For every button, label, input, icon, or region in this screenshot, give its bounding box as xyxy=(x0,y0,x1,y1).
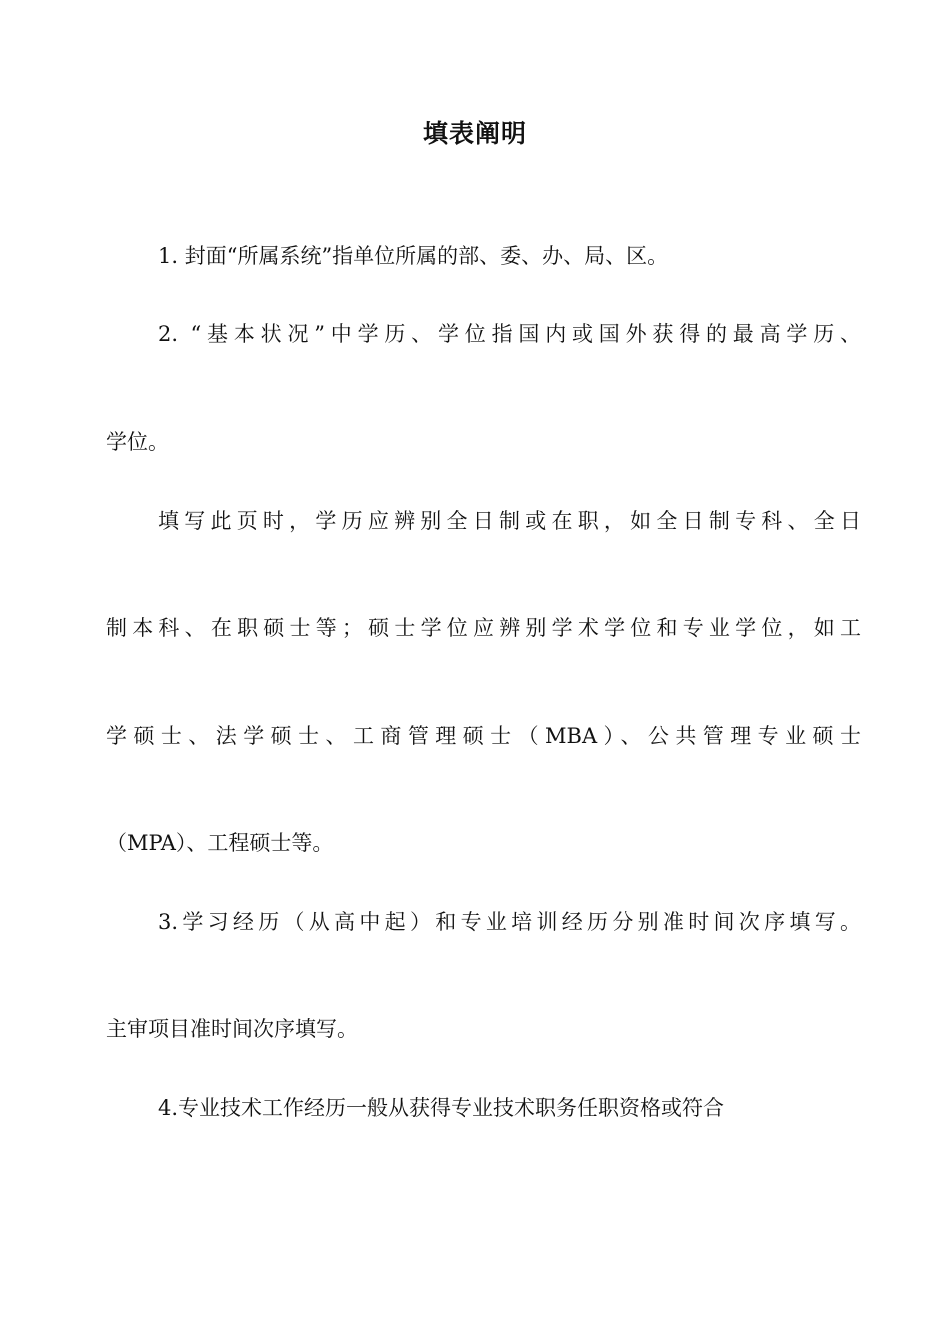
paragraph-line-8: 3.学习经历（从高中起）和专业培训经历分别准时间次序填写。 xyxy=(158,910,861,934)
paragraph-line-10: 4.专业技术工作经历一般从获得专业技术职务任职资格或符合 xyxy=(158,1096,725,1120)
paragraph-line-6: 学硕士、法学硕士、工商管理硕士（MBA）、公共管理专业硕士 xyxy=(106,724,861,748)
document-title: 填表阐明 xyxy=(422,119,527,148)
paragraph-line-2: 2. “基本状况”中学历、学位指国内或国外获得的最高学历、 xyxy=(158,322,861,346)
paragraph-line-3: 学位。 xyxy=(106,430,169,454)
paragraph-line-4: 填写此页时，学历应辨别全日制或在职，如全日制专科、全日 xyxy=(158,509,861,533)
paragraph-line-5: 制本科、在职硕士等；硕士学位应辨别学术学位和专业学位，如工 xyxy=(106,616,861,640)
paragraph-line-9: 主审项目准时间次序填写。 xyxy=(106,1017,358,1041)
paragraph-line-7: （MPA）、工程硕士等。 xyxy=(106,831,334,855)
paragraph-line-1: 1. 封面“所属系统”指单位所属的部、委、办、局、区。 xyxy=(158,244,669,268)
